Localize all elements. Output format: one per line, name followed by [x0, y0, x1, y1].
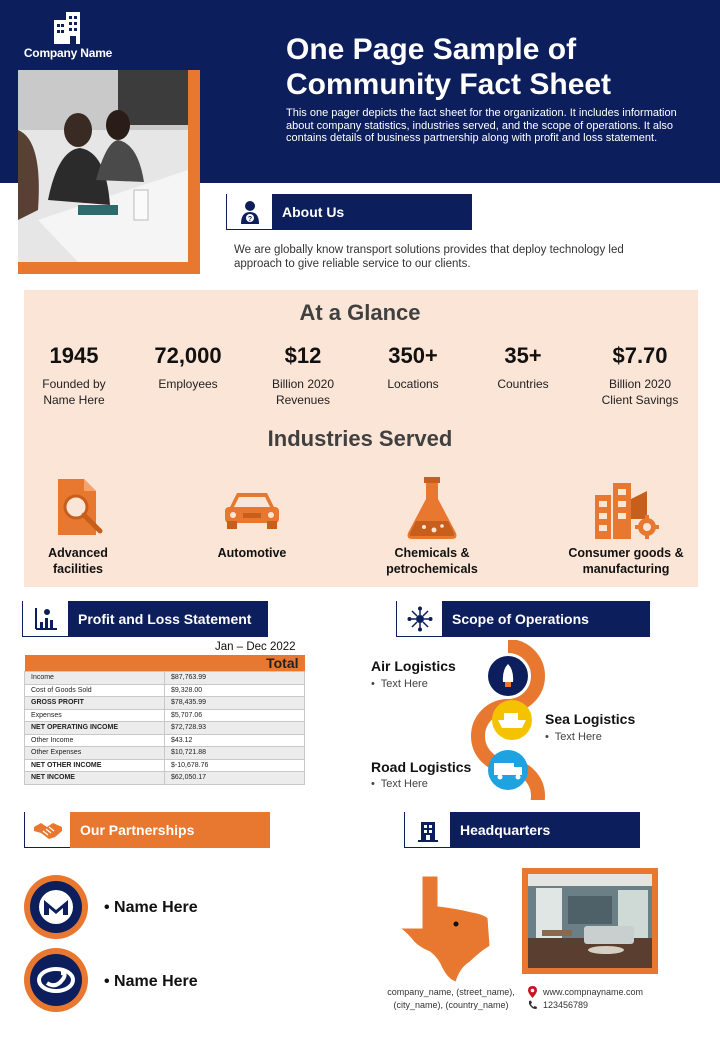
stat-employees: [128, 343, 248, 392]
pl-row-value: $72,728.93: [165, 722, 305, 735]
stat-locations: [353, 343, 473, 392]
industry-label: Automotive: [217, 546, 287, 560]
pl-row-value: $43.12: [165, 734, 305, 747]
pl-row-label: NET OPERATING INCOME: [25, 722, 165, 735]
table-row: [25, 772, 305, 785]
partner-name: • Name Here: [104, 973, 198, 990]
scope-sea-title: Sea Logistics: [545, 711, 636, 727]
page-title: One Page Sample of Community Fact Sheet: [286, 33, 612, 101]
table-row: [25, 759, 305, 772]
chart-growth-icon: [22, 601, 68, 637]
pl-total-header: Total: [25, 655, 305, 672]
stat-founded: [14, 343, 134, 408]
table-row: [25, 684, 305, 697]
industries-heading: Industries Served: [267, 426, 453, 451]
building-icon: [50, 10, 86, 44]
industry-chemicals: [357, 475, 507, 577]
flask-icon: [402, 475, 462, 541]
office-building-icon: [404, 812, 450, 848]
scope-air-title: Air Logistics: [371, 658, 456, 674]
stat-label: Founded by Name Here: [42, 377, 106, 407]
table-row: [25, 709, 305, 722]
company-name: Company Name: [23, 46, 113, 60]
car-icon: [219, 475, 285, 541]
hq-phone: [528, 1000, 588, 1010]
pl-row-value: $62,050.17: [165, 772, 305, 785]
scope-sea-text: • Text Here: [545, 731, 602, 743]
industry-advanced-facilities: [3, 475, 153, 577]
stat-label: Billion 2020 Client Savings: [601, 377, 679, 407]
scope-air-text: • Text Here: [371, 678, 428, 690]
pl-header: [22, 601, 268, 637]
about-text: We are globally know transport solutions provides that deploy technology led approach to give reliable service to our clients.: [234, 244, 624, 270]
industry-label: Chemicals & petrochemicals: [386, 546, 478, 576]
industry-label: Consumer goods & manufacturing: [568, 546, 684, 576]
svg-text:?: ?: [247, 215, 252, 223]
factory-icon: [591, 475, 661, 541]
pl-row-value: $10,721.88: [165, 747, 305, 760]
handshake-icon: [24, 812, 70, 848]
scope-heading: Scope of Operations: [442, 601, 650, 637]
scope-road-body: Text Here: [380, 778, 428, 790]
s-logo-icon: [37, 961, 75, 999]
pl-row-label: NET OTHER INCOME: [25, 759, 165, 772]
stat-savings: [580, 343, 700, 408]
table-row: [25, 697, 305, 710]
scope-road-title: Road Logistics: [371, 759, 472, 775]
hq-address-line1: company_name, (street_name),: [387, 987, 515, 997]
scope-flow-graphic: [470, 640, 550, 800]
stat-countries: [463, 343, 583, 392]
hq-website-text[interactable]: www.compnayname.com: [543, 987, 644, 997]
about-heading: About Us: [272, 194, 472, 230]
industry-label: Advanced facilities: [48, 546, 108, 576]
stat-value: 72,000: [154, 343, 222, 368]
stat-value: 350+: [388, 343, 438, 368]
table-row: [25, 747, 305, 760]
table-row: [25, 722, 305, 735]
pl-table: [24, 655, 305, 785]
industry-consumer-goods: [551, 475, 701, 577]
partner-name-text: Name Here: [114, 973, 198, 990]
hq-address: [376, 986, 526, 1012]
pl-heading: Profit and Loss Statement: [68, 601, 268, 637]
phone-icon: [528, 1000, 537, 1010]
pl-row-value: $78,435.99: [165, 697, 305, 710]
table-row: [25, 734, 305, 747]
pl-row-value: $87,763.99: [165, 672, 305, 685]
scope-road-text: • Text Here: [371, 778, 428, 790]
intro-text: This one pager depicts the fact sheet for the organization. It includes information about company statistics, industries served, and the scope of operations. It also contains details of business partnership along with profit and loss statement.: [286, 107, 677, 144]
hq-header: [404, 812, 640, 848]
company-logo: [18, 10, 118, 60]
partnerships-header: [24, 812, 270, 848]
pl-row-label: Other Expenses: [25, 747, 165, 760]
stat-label: Locations: [387, 377, 439, 391]
stat-value: $12: [284, 343, 322, 368]
pl-row-label: Income: [25, 672, 165, 685]
partner-logo: [24, 948, 88, 1012]
stat-value: $7.70: [612, 343, 668, 368]
partnerships-heading: Our Partnerships: [70, 812, 270, 848]
stat-value: 1945: [49, 343, 99, 368]
stat-value: 35+: [504, 343, 542, 368]
scope-header: [396, 601, 650, 637]
glance-heading: At a Glance: [299, 300, 421, 325]
document-search-icon: [48, 475, 108, 541]
pl-row-label: GROSS PROFIT: [25, 697, 165, 710]
stat-revenues: [243, 343, 363, 408]
pl-row-label: Cost of Goods Sold: [25, 684, 165, 697]
map-pin-icon: [528, 986, 537, 998]
pl-row-value: $5,707.06: [165, 709, 305, 722]
partner-logo: [24, 875, 88, 939]
about-header: [226, 194, 472, 230]
partner-name-text: Name Here: [114, 899, 198, 916]
industry-automotive: [177, 475, 327, 561]
team-photo: [18, 70, 188, 262]
pl-row-label: Expenses: [25, 709, 165, 722]
hq-address-line2: (city_name), (country_name): [393, 1000, 509, 1010]
pl-row-label: NET INCOME: [25, 772, 165, 785]
network-hub-icon: [396, 601, 442, 637]
scope-air-body: Text Here: [380, 678, 428, 690]
hq-phone-text: 123456789: [543, 1000, 589, 1010]
table-row: [25, 672, 305, 685]
scope-sea-body: Text Here: [554, 731, 602, 743]
texas-map-icon: [398, 872, 498, 984]
stat-label: Employees: [158, 377, 218, 391]
hq-heading: Headquarters: [450, 812, 640, 848]
hq-website[interactable]: [528, 986, 643, 998]
stat-label: Countries: [497, 377, 549, 391]
pl-row-value: $9,328.00: [165, 684, 305, 697]
stat-label: Billion 2020 Revenues: [271, 377, 335, 407]
pl-period: Jan – Dec 2022: [215, 641, 296, 653]
hq-photo: [528, 874, 652, 968]
pl-row-label: Other Income: [25, 734, 165, 747]
pl-row-value: $-10,678.76: [165, 759, 305, 772]
m-logo-icon: [37, 888, 75, 926]
user-question-icon: [226, 194, 272, 230]
partner-name: • Name Here: [104, 899, 198, 916]
